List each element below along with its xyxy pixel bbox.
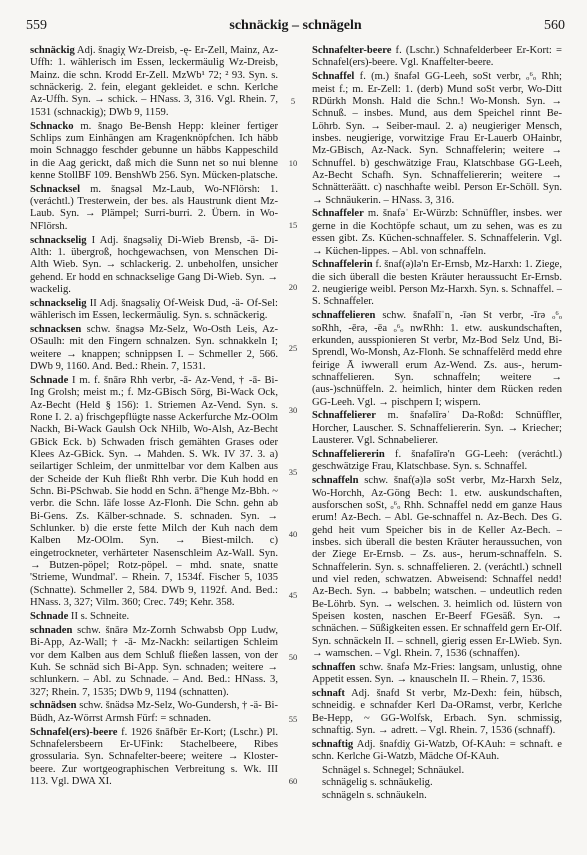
dictionary-entry — [312, 662, 562, 687]
dictionary-entry — [30, 727, 278, 789]
entry-headword: Schnaffelierer — [312, 410, 376, 422]
entry-text: schw. šnagsə Mz-Selz, Wo-Osth Leis, Az-OSaulh: mit den Fingern schnalzen. Syn. schnakkeln I; weitere → knappen; schnippsen I. – Schmeller 2, 566. DWb 9, 1160. And. Bed.: Rhein. 7, 1531. — [30, 324, 278, 373]
entry-text: I m. f. šnārə Rhh verbr, -ā- Az-Vend, † -ā- Bi-Ing Grolsh; meist m.; f. Mz-GBisch Sörg, Bi-Wack Ock, Az-Becht (Held § 156): 1. Striemen Az-Vend. Syn. s. Rone I. 2. a) frischgepflügte nasse Ackerfurche Mz-OOlm Nackh, Bi-Wack Gaulsh Ock NHilb, Wo-Alsh, Az-Becht GBick Eck. b) Schwaden frisch gemähten Grases oder Klees Az-GBick. Syn. → Mahden. S. Wk. IV 37. 3. a) seilartiger Schleim, der unmittelbar vor dem Kalben aus der Scheide der Kuh fließt Rhh verbr. Die Kuh hodd en Schn. Bi-PSchwab. Sie hodd en Schn. ā°henge Mz-Bbh. ~ verbr. die Schn. läfe losse Az-Flonh. Die Schn. gehn ab Bi-Gens. Zs. Kälber-schnade. S. schnaden. Syn. → Schlunker. b) die erste fette Milch der Kuh nach dem Kalben Mz-OOlm. Syn. → Biest-milch. c) eingetrockneter, verhärteter Nasenschleim Az-Wall. Syn. → Butzen-pöpel; Rotz-pöpel. – mhd. snate, snatte 'Strieme, Wundmal'. – Rhein. 7, 1534f. Fischer 5, 1035 (Schnatte). Schmeller 2, 584. DWb 9, 1192f. And. Bed.: HNass. 3, 327; Vilm. 360; Crec. 749; Kehr. 358. — [30, 374, 278, 609]
line-number: 25 — [288, 343, 298, 354]
entry-text: schw. šnaf(ə)lə soSt verbr, Mz-Harxh Selz, Wo-Horchh, Az-Göng Bech: 1. etw. auskundschaften, ausforschen soSt, ₒ⁶ₒ Rhh. Schnaffel nedd em ganze Haus erum! Az-Bech. – Abl. Ge-schnaffel n. Az-Bech. Des G. gehd heit vum Speicher bis in de Keller Az-Bech. – insbes. sich überall die besten Kräuter heraussuchen, von der Ziege Er-Ernsb. – Zs. aus-, herum-schnaffeln. S. Schnaffelerin. Syn. s. schnaffelieren. 2. (veráchtl.) schnell und viel reden, schwatzen. Abweisend: Schnaffel nedd! Az-Bech. Syn. → babbeln; watschen. – undeutlich reden Be-Löhrb. Syn. → welschen. 3. heimlich od. lüstern von Speisen kosten, naschen Er-Beerf FGesäß. Syn. → schnächen. – Süßigkeiten essen. Er schnaffeld gern Er-Olf. Syn. schnäckeln II. – schnell, gierig essen Er-LWieb. Syn. → wamschen. – Vgl. Rhein. 7, 1536 (schnaffen). — [312, 475, 562, 659]
entry-headword: Schnade — [30, 610, 69, 622]
dictionary-entry — [312, 310, 562, 409]
line-number: 55 — [288, 713, 298, 724]
entry-headword: schnacksen — [30, 324, 82, 336]
entry-text: schw. šnafə Mz-Fries: langsam, unlustig, ohne Appetit essen. Syn. → knauscheln II. – Rhein. 7, 1536. — [312, 661, 562, 686]
entry-headword: Schnafel(ers)-beere — [30, 726, 118, 738]
page-number-right: 560 — [544, 18, 565, 33]
entry-headword: Schnaffeliererin — [312, 449, 385, 460]
line-number: 35 — [288, 466, 298, 477]
dictionary-entry — [30, 375, 278, 610]
dictionary-entry — [30, 121, 278, 183]
running-title: schnäckig – schnägeln — [229, 18, 362, 33]
right-column — [312, 45, 562, 837]
entry-text: schw. šnädsə Mz-Selz, Wo-Gundersh, † -ä- Bi-Büdh, Az-Wörrst Armsh Fürf: = schnaden. — [30, 700, 278, 724]
entry-text: schnägelig s. schnäukelig. — [322, 777, 433, 789]
line-number: 60 — [288, 775, 298, 786]
entry-text: II Adj. šnagsəliχ Of-Weisk Dud, -ä- Of-Sel: wählerisch im Essen, leckermäulig. Syn. s. schnäckerig. — [30, 297, 278, 322]
line-number: 40 — [288, 528, 298, 539]
entry-headword: schnackselig — [30, 297, 87, 309]
entry-text: schw. šnafəlīˈn, -īən St verbr, -īrə ₒ⁶ₒ soRhh, -ērə, -ēa ₒ⁶ₒ nwRhh: 1. etw. auskundschaften, erkunden, ausspionieren St verbr, Mz-Bod Selz Und, Bi-Sprendl, Wo-Monsh, Az-Flonh. Se schnaffelērd medd ehre feirige Ā iwwerall erum Az-Wend. Zs. aus-, herum-schnaffelieren. Syn. schnaffeln; weitere → (aus-)schnüffeln. 2. heimlich, hinter dem Rücken reden GG-Leeh. Vgl. → pischpern I; wispern. — [312, 310, 562, 408]
dictionary-entry — [30, 184, 278, 233]
entry-headword: Schnaffel — [312, 71, 355, 83]
entry-text: f. (m.) šnafəl GG-Leeh, soSt verbr, ₒ⁶ₒ Rhh; meist f.; m. Er-Zell: 1. (derb) Mund soSt verbr, Wo-Ditt RDürkh Monsh. Hald die Schn.! Wo-Monsh. Syn. → Schnuß. – insbes. Mund, aus dem Speichel rinnt Be-Löhrb. Syn. → Seiber-maul. 2. a) neugieriger Mensch, insbes. neugierige, vorwitzige Frau Er-Lauerb OHainbr, Mz-GBisch, Az-Nack. Syn. Schnaffelerin; weitere → Schnuffel. b) geschwätzige Frau, Klatschbase GG-Leeh, Az-Becht Schafh. Syn. Schnaffeliererin; weitere → Schnätteräätt. c) naschhafte weibl. Person Er-Schöll. Syn. → Schnäukerin. – HNass. 3, 316. — [312, 71, 562, 206]
entry-text: Adj. šnagiχ Wz-Dreisb, -ę- Er-Zell, Mainz, Az-Uffh: 1. wählerisch im Essen, leckermäulig Wz-Dreisb, Mainz. die schn. Krodd Er-Zell. MzWb¹ 72; ² 93. Syn. s. schnäckerig. 2. fein, elegant gekleidet. e schn. Kerlche Az-Uffh. Syn. → schick. – HNass. 3, 316. Vgl. Rhein. 7, 1531 (schnackig); DWb 9, 1159. — [30, 45, 278, 118]
line-number: 15 — [288, 219, 298, 230]
entry-headword: schnädsen — [30, 700, 77, 712]
dictionary-entry — [312, 259, 562, 308]
left-column — [30, 45, 278, 837]
entry-text: Adj. šnafd St verbr, Mz-Dexh: fein, hübsch, schneidig. e schnafder Kerl Da-ORamst, verbr, Kerlche Be-Hepp, ~ GG-Wolfsk, Erbach. Syn. schmissig, schnaftig. Syn. → adrett. – Vgl. Rhein. 7, 1536 (schnaff). — [312, 688, 562, 737]
entry-headword: Schnafelter-beere — [312, 45, 392, 56]
dictionary-entry — [312, 71, 562, 207]
entry-headword: schnäckig — [30, 45, 75, 56]
dictionary-entry — [312, 208, 562, 257]
entry-text: m. šnafəlīrəˈ Da-Roßd: Schnüffler, Horcher, Lauscher. S. Schnaffeliererin. Syn. → Kriecher; Lausterer. Vgl. Schnabelierer. — [312, 410, 562, 447]
entry-headword: schnackselig — [30, 234, 87, 246]
entry-headword: Schnade — [30, 374, 69, 386]
line-number: 45 — [288, 590, 298, 601]
entry-text: f. 1926 šnāfbēr Er-Kort; (Lschr.) Pl. Schnafelersbeern Er-UFink: Stachelbeere, Ribes grossularia. Syn. Schnafelter-beere; weitere → Kloster-beere. Zur wortgeographischen Verbreitung s. Wk. III 113. Vgl. DWA XI. — [30, 726, 278, 787]
entry-text: Schnägel s. Schnegel; Schnäukel. — [322, 765, 465, 777]
line-number: 5 — [290, 96, 296, 107]
entry-headword: schnaffeln — [312, 475, 359, 487]
entry-headword: Schnaffeler — [312, 208, 364, 220]
page-number-left: 559 — [26, 18, 47, 33]
dictionary-entry — [30, 625, 278, 699]
entry-text: m. šnago Be-Bensh Hepp: kleiner fertiger Schlips zum Einhängen am Kragenknöpfchen. Ich häbb moin Schnaggo feschder gebunne un häbbs Kappeschild in die Aag gerickt, daß mich die Sunn net so nui blenne kenne StollBF 109. BenshWb 256. Syn. Mücken-platsche. — [30, 120, 278, 181]
dictionary-entry — [312, 410, 562, 447]
entry-text: Adj. šnafdiχ Gi-Watzb, Of-KAuh: = schnaft. e schn. Kerlche Gi-Watzb, Mädche Of-KAuh. — [312, 738, 562, 763]
line-number: 10 — [288, 158, 298, 169]
entry-headword: Schnacksel — [30, 183, 81, 195]
dictionary-entry — [30, 45, 278, 119]
entry-text: schw. šnārə Mz-Zornh Schwabsb Opp Ludw, Bi-App, Az-Wall; † -ā- Mz-Nackh: seilartigen Schleim vor dem Kalben aus dem Schluß fließen lassen, von der Kuh. Se schnäd sich Bi-App. Syn. schnaden; weitere → schlunkern. – Abl. zu Schnade. – And. Bed.: HNass. 3, 327; Rhein. 7, 1535; DWb 9, 1194 (schnatten). — [30, 624, 278, 698]
entry-text: II s. Schneite. — [68, 610, 130, 622]
dictionary-entry — [312, 739, 562, 764]
page-header — [26, 18, 565, 34]
line-number: 50 — [288, 652, 298, 663]
dictionary-entry — [322, 790, 562, 802]
entry-headword: schnaden — [30, 624, 73, 636]
entry-text: m. šnafəˈ Er-Würzb: Schnüffler, insbes. wer gerne in die Kochtöpfe schaut, um zu sehen, was es zu essen gibt. Zs. Küchen-schnaffeler. S. Schnaffelerin. Vgl. → Küchen-lippes. – Abl. von schnaffeln. — [312, 208, 562, 257]
dictionary-entry — [322, 777, 562, 789]
entry-text: f. šnafəlīrə'n GG-Leeh: (veráchtl.) geschwätzige Frau, Klatschbase. Syn. s. Schnaffel. — [312, 449, 562, 473]
dictionary-entry — [312, 449, 562, 474]
entry-text: f. šnaf(ə)lə'n Er-Ernsb, Mz-Harxh: 1. Ziege, die sich überall die besten Kräuter heraussucht Er-Ernsb. 2. neugierige weibl. Person Mz-Harxh. Syn. s. Schnaffel. – S. Schnaffeler. — [312, 259, 562, 308]
entry-headword: schnaft — [312, 688, 345, 700]
dictionary-entry — [30, 700, 278, 725]
dictionary-entry — [30, 324, 278, 373]
dictionary-entry — [312, 475, 562, 660]
entry-text: m. šnagsəl Mz-Laub, Wo-NFlörsh: 1. (veráchtl.) Tresterwein, der bes. als Haustrunk dient Mz-Laub. Syn. → Plämpel; Surri-burri. 2. Übern. in Wo-NFlörsh. — [30, 183, 278, 232]
entry-text: I Adj. šnagsəliχ Di-Wieb Brensb, -ä- Di-Alth: 1. übergroß, hochgewachsen, von Menschen Di-Alth Wieb. Syn. → schlackerig. 2. unbeholfen, unsicher gehend. Er hodd en schnackselige Gang Di-Wieb. Syn. → wackelig. — [30, 234, 278, 296]
entry-headword: schnaffen — [312, 661, 356, 673]
dictionary-entry — [322, 765, 562, 777]
entry-headword: Schnaffelerin — [312, 259, 373, 271]
entry-headword: Schnacko — [30, 120, 74, 132]
entry-headword: schnaffelieren — [312, 310, 376, 322]
dictionary-entry — [30, 611, 278, 623]
dictionary-entry — [312, 45, 562, 70]
line-number: 30 — [288, 405, 298, 416]
entry-text: f. (Lschr.) Schnafelderbeer Er-Kort: = Schnafel(ers)-beere. Vgl. Knaffelter-beere. — [312, 45, 562, 69]
dictionary-entry — [312, 688, 562, 737]
dictionary-entry — [30, 235, 278, 297]
dictionary-entry — [30, 298, 278, 323]
entry-text: schnägeln s. schnäukeln. — [322, 789, 427, 801]
line-number: 20 — [288, 281, 298, 292]
entry-headword: schnaftig — [312, 738, 354, 750]
